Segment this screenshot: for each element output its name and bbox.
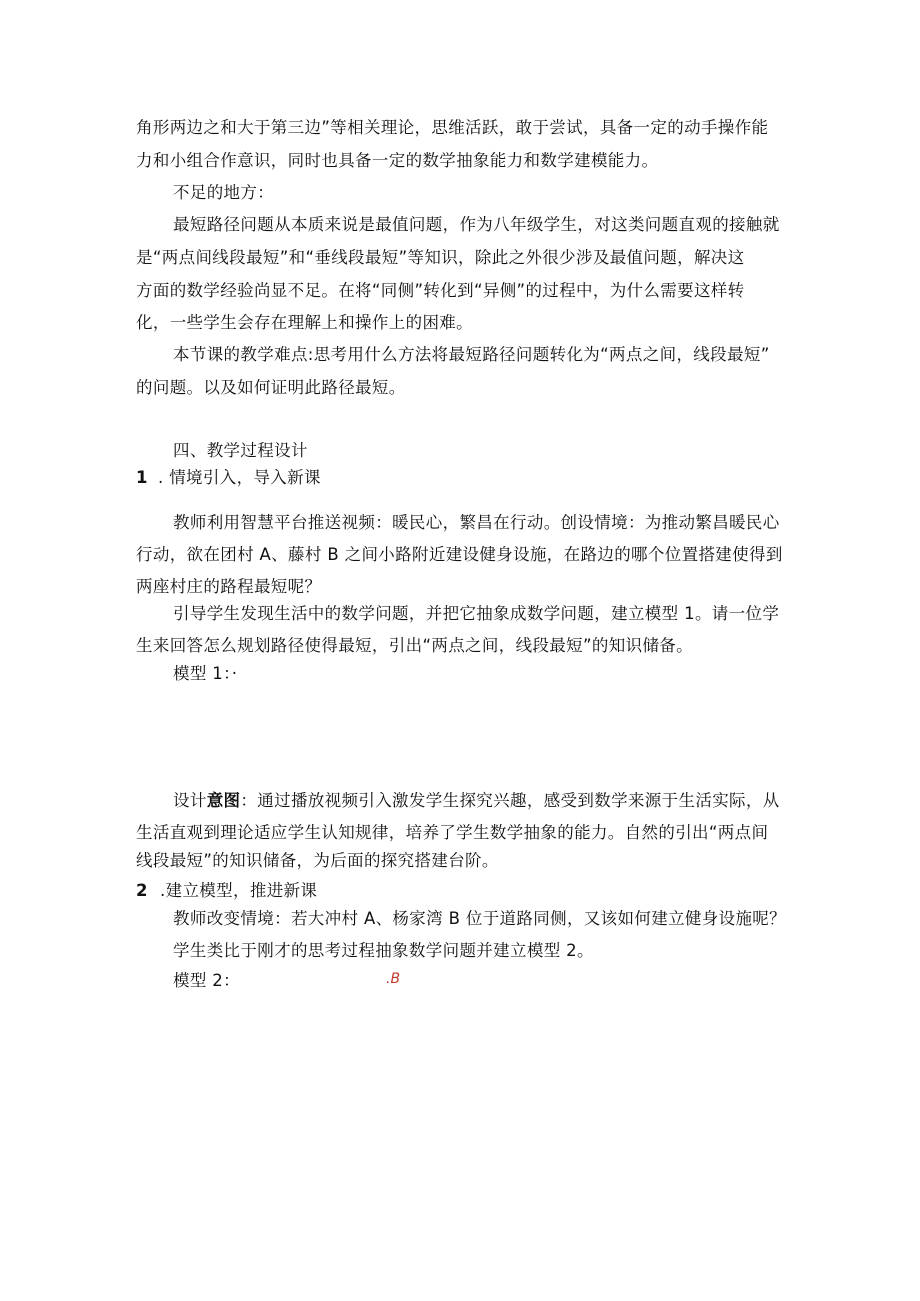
paragraph-line: 生活直观到理论适应学生认知规律，培养了学生数学抽象的能力。自然的引出“两点间 bbox=[136, 823, 769, 842]
model-2-point-b-label: .B bbox=[386, 971, 401, 987]
design-intent-prefix: 设计 bbox=[173, 791, 207, 810]
weakness-heading: 不足的地方： bbox=[173, 183, 275, 202]
paragraph-line: 是“两点间线段最短”和“垂线段最短”等知识，除此之外很少涉及最值问题，解决这 bbox=[136, 248, 745, 267]
design-intent-text: ：通过播放视频引入激发学生探究兴趣，感受到数学来源于生活实际，从 bbox=[240, 791, 780, 810]
list-item-title: . 情境引入，导入新课 bbox=[158, 468, 321, 487]
model-2-label: 模型 2： bbox=[173, 971, 240, 990]
paragraph-line: 引导学生发现生活中的数学问题，并把它抽象成数学问题，建立模型 1。请一位学 bbox=[173, 604, 780, 623]
paragraph-line: 行动，欲在团村 A、藤村 B 之间小路附近建设健身设施，在路边的哪个位置搭建使得到 bbox=[136, 545, 783, 564]
paragraph-line: 角形两边之和大于第三边”等相关理论，思维活跃，敢于尝试，具备一定的动手操作能 bbox=[136, 118, 769, 137]
design-intent-line bbox=[173, 789, 780, 813]
list-item-number: 2 bbox=[136, 881, 148, 900]
paragraph-line: 本节课的教学难点:思考用什么方法将最短路径问题转化为“两点之间，线段最短” bbox=[173, 345, 770, 364]
model-1-label: 模型 1：· bbox=[173, 664, 238, 683]
design-intent-keyword: 意图 bbox=[206, 791, 241, 810]
list-item-heading bbox=[136, 466, 321, 490]
list-item-heading bbox=[136, 879, 317, 903]
paragraph-line: 教师利用智慧平台推送视频：暖民心，繁昌在行动。创设情境：为推动繁昌暖民心 bbox=[173, 513, 780, 532]
paragraph-line: 化，一些学生会存在理解上和操作上的困难。 bbox=[136, 313, 473, 332]
paragraph-line: 力和小组合作意识，同时也具备一定的数学抽象能力和数学建模能力。 bbox=[136, 151, 659, 170]
paragraph-line: 生来回答怎么规划路径使得最短，引出“两点之间，线段最短”的知识储备。 bbox=[136, 636, 693, 655]
paragraph-line: 方面的数学经验尚显不足。在将“同侧”转化到“异侧”的过程中，为什么需要这样转 bbox=[136, 281, 745, 300]
paragraph-line: 线段最短”的知识储备，为后面的探究搭建台阶。 bbox=[136, 851, 499, 870]
paragraph-line: 两座村庄的路程最短呢？ bbox=[136, 577, 322, 596]
paragraph-line: 教师改变情境：若大冲村 A、杨家湾 B 位于道路同侧，又该如何建立健身设施呢？ bbox=[173, 909, 786, 928]
list-item-number: 1 bbox=[136, 468, 148, 487]
paragraph-line: 的问题。以及如何证明此路径最短。 bbox=[136, 378, 406, 397]
paragraph-line: 学生类比于刚才的思考过程抽象数学问题并建立模型 2。 bbox=[173, 941, 594, 960]
paragraph-line: 最短路径问题从本质来说是最值问题，作为八年级学生，对这类问题直观的接触就 bbox=[173, 215, 780, 234]
section-heading: 四、教学过程设计 bbox=[173, 441, 308, 460]
list-item-title: .建立模型，推进新课 bbox=[160, 881, 318, 900]
